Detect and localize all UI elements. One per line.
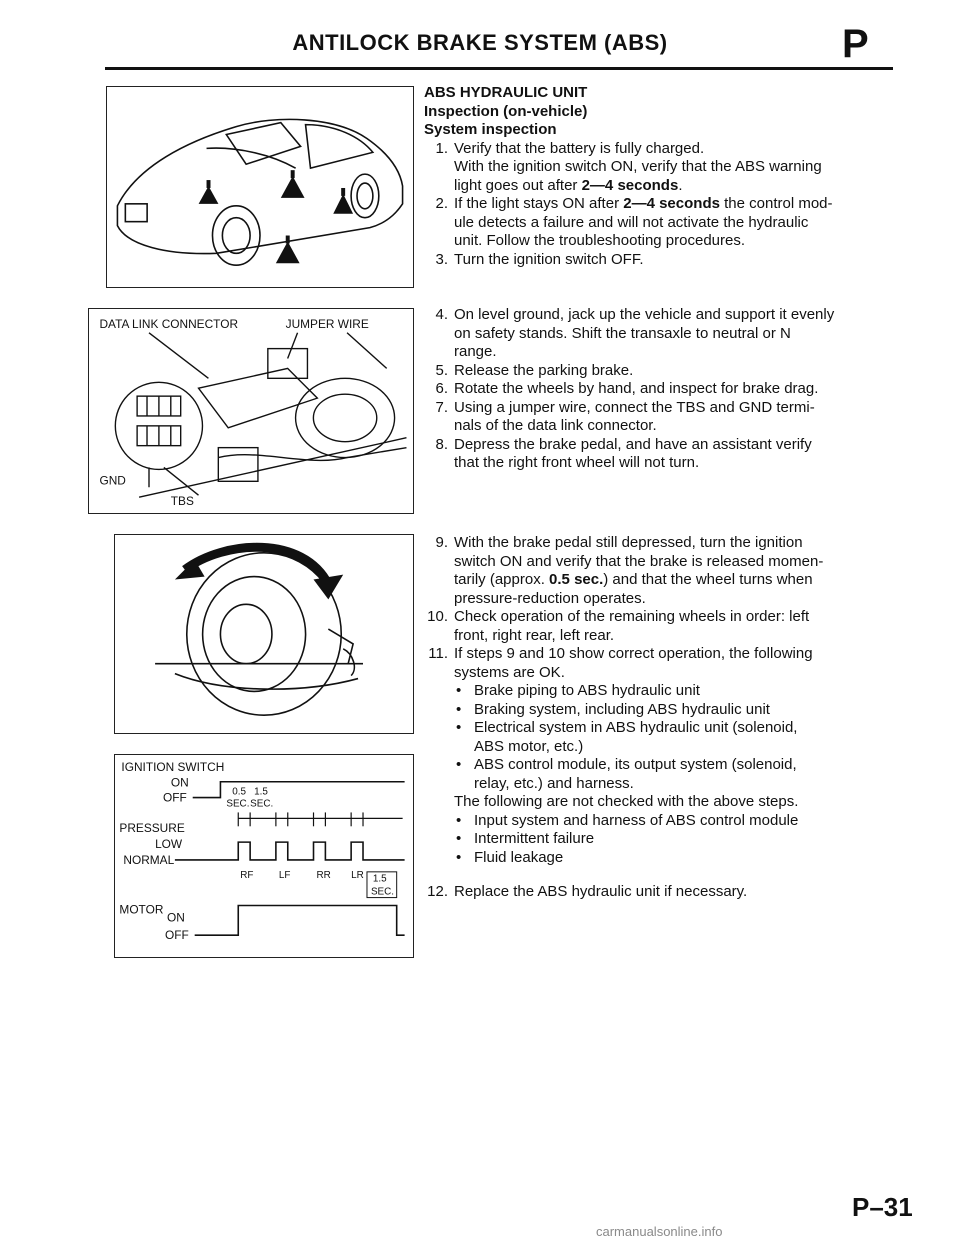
section-sub-subtitle: System inspection xyxy=(424,121,557,138)
page-title: ANTILOCK BRAKE SYSTEM (ABS) xyxy=(292,30,668,55)
step-line: unit. Follow the troubleshooting procedures. xyxy=(454,232,746,249)
step-11 xyxy=(424,645,898,682)
text-run: ) and that the wheel turns when xyxy=(603,571,813,588)
ign-off-label: OFF xyxy=(163,790,187,805)
text-run: tarily (approx. xyxy=(454,571,550,588)
step-number: 9. xyxy=(435,534,448,551)
step-number: 5. xyxy=(435,361,448,379)
not-checked-intro: The following are not checked with the above steps. xyxy=(454,793,799,810)
time-0-5: 0.5 xyxy=(232,786,247,798)
motor-off-label: OFF xyxy=(164,928,189,943)
step-7 xyxy=(424,399,898,436)
step-line: Replace the ABS hydraulic unit if necessary. xyxy=(454,883,748,900)
step-12 xyxy=(424,883,898,902)
step-number: 2. xyxy=(435,195,448,212)
step-number: 11. xyxy=(428,645,448,662)
timing-markers xyxy=(238,812,402,826)
motor-label: MOTOR xyxy=(119,902,164,917)
text-run-bold: 2—4 seconds xyxy=(623,195,720,212)
car-illustration xyxy=(107,87,413,287)
step-number: 8. xyxy=(435,435,448,453)
figure-wheel-rotation xyxy=(114,534,414,734)
text-run: If the light stays ON after xyxy=(454,195,624,212)
time-1-5: 1.5 xyxy=(254,786,268,798)
step-2 xyxy=(424,195,898,251)
ok-item-electrical-system xyxy=(424,719,898,756)
ok-item-control-module xyxy=(424,756,898,793)
motor-on-label: ON xyxy=(166,910,185,925)
gnd-label: GND xyxy=(99,473,126,488)
figure-car-on-stands xyxy=(106,86,414,288)
pressure-waveform xyxy=(175,842,405,860)
ign-on-label: ON xyxy=(170,775,189,790)
figure-data-link-connector xyxy=(88,308,414,514)
data-link-connector-label: DATA LINK CONNECTOR xyxy=(99,316,239,331)
section-subtitle: Inspection (on-vehicle) xyxy=(424,102,588,120)
bullet-line: • ABS control module, its output system (solenoid, xyxy=(474,756,797,773)
bullet-line: relay, etc.) and harness. xyxy=(474,774,634,792)
step-4 xyxy=(424,306,898,362)
ok-item-braking-system: • Braking system, including ABS hydraulic unit xyxy=(424,701,898,720)
not-checked-intermittent: • Intermittent failure xyxy=(424,830,898,849)
step-number: 3. xyxy=(435,250,448,268)
step-line xyxy=(454,195,898,214)
step-line xyxy=(454,571,898,590)
bullet-line: ABS motor, etc.) xyxy=(474,737,584,755)
step-line: On level ground, jack up the vehicle and support it evenly xyxy=(454,306,835,323)
step-line: Using a jumper wire, connect the TBS and GND termi- xyxy=(454,398,815,416)
safety-stands xyxy=(199,170,353,263)
step-6 xyxy=(424,380,898,399)
step-line: Check operation of the remaining wheels in order: left xyxy=(454,608,810,625)
text-run: light goes out after xyxy=(454,176,582,194)
step-line: ule detects a failure and will not activate the hydraulic xyxy=(454,213,809,231)
step-line: pressure-reduction operates. xyxy=(454,589,646,607)
step-line: Verify that the battery is fully charged. xyxy=(454,139,705,157)
header-rule xyxy=(105,67,893,70)
step-line: Rotate the wheels by hand, and inspect for brake drag. xyxy=(454,380,819,397)
pressure-low-label: LOW xyxy=(155,837,183,852)
step-number: 12. xyxy=(427,883,448,900)
step-line: that the right front wheel will not turn. xyxy=(454,454,700,471)
step-line: range. xyxy=(454,343,497,360)
step-line: With the ignition switch ON, verify that the ABS warning xyxy=(454,158,822,175)
text-run: the control mod- xyxy=(719,195,833,212)
motor-waveform xyxy=(195,906,405,936)
step-line: front, right rear, left rear. xyxy=(454,626,615,644)
section-letter: P xyxy=(842,22,869,66)
text-run-bold: 0.5 sec. xyxy=(549,571,604,588)
rr-label: RR xyxy=(316,869,331,881)
text-block-operation-check xyxy=(424,534,898,902)
step-5 xyxy=(424,362,898,381)
ignition-waveform xyxy=(193,782,405,798)
figure-timing-chart xyxy=(114,754,414,958)
step-line: on safety stands. Shift the transaxle to neutral or N xyxy=(454,324,791,342)
interval-value: 1.5 xyxy=(372,873,387,885)
step-number: 10. xyxy=(427,608,448,625)
text-run-bold: 2—4 seconds xyxy=(581,176,679,194)
step-line: Turn the ignition switch OFF. xyxy=(454,250,644,268)
sec-label-1: SEC. xyxy=(226,798,250,810)
step-number: 4. xyxy=(435,306,448,323)
not-checked-input-system: • Input system and harness of ABS control module xyxy=(424,812,898,831)
section-title: ABS HYDRAULIC UNIT xyxy=(424,84,588,101)
step-line: With the brake pedal still depressed, turn the ignition xyxy=(454,534,803,551)
step-1 xyxy=(424,140,898,196)
lr-label: LR xyxy=(351,869,364,881)
bullet-line: • Electrical system in ABS hydraulic unit (solenoid, xyxy=(474,719,798,736)
interval-unit: SEC. xyxy=(370,886,395,898)
step-line xyxy=(454,177,898,196)
text-run: . xyxy=(678,176,683,194)
pressure-label: PRESSURE xyxy=(119,821,185,836)
pressure-normal-label: NORMAL xyxy=(123,852,175,867)
step-line: Release the parking brake. xyxy=(454,361,634,379)
text-block-jack-and-jumper xyxy=(424,306,898,473)
step-line: switch ON and verify that the brake is released momen- xyxy=(454,552,824,570)
step-3 xyxy=(424,251,898,270)
step-number: 6. xyxy=(435,380,448,397)
lf-label: LF xyxy=(278,869,291,881)
ignition-switch-label: IGNITION SWITCH xyxy=(121,759,225,774)
step-10 xyxy=(424,608,898,645)
step-line: If steps 9 and 10 show correct operation, the following xyxy=(454,645,813,662)
text-block-system-inspection xyxy=(424,84,898,269)
not-checked-leakage: • Fluid leakage xyxy=(424,849,898,868)
sec-label-2: SEC. xyxy=(250,798,274,810)
step-9 xyxy=(424,534,898,608)
step-number: 1. xyxy=(435,139,448,157)
rf-label: RF xyxy=(240,869,254,881)
step-line: Depress the brake pedal, and have an assistant verify xyxy=(454,435,812,453)
step-number: 7. xyxy=(435,398,448,416)
ok-item-brake-piping: • Brake piping to ABS hydraulic unit xyxy=(424,682,898,701)
tbs-label: TBS xyxy=(170,494,194,509)
step-line: systems are OK. xyxy=(454,663,565,681)
page-number: P–31 xyxy=(852,1192,913,1222)
jumper-wire-label: JUMPER WIRE xyxy=(285,316,369,331)
watermark: carmanualsonline.info xyxy=(596,1224,723,1239)
step-line: nals of the data link connector. xyxy=(454,417,657,434)
step-8 xyxy=(424,436,898,473)
